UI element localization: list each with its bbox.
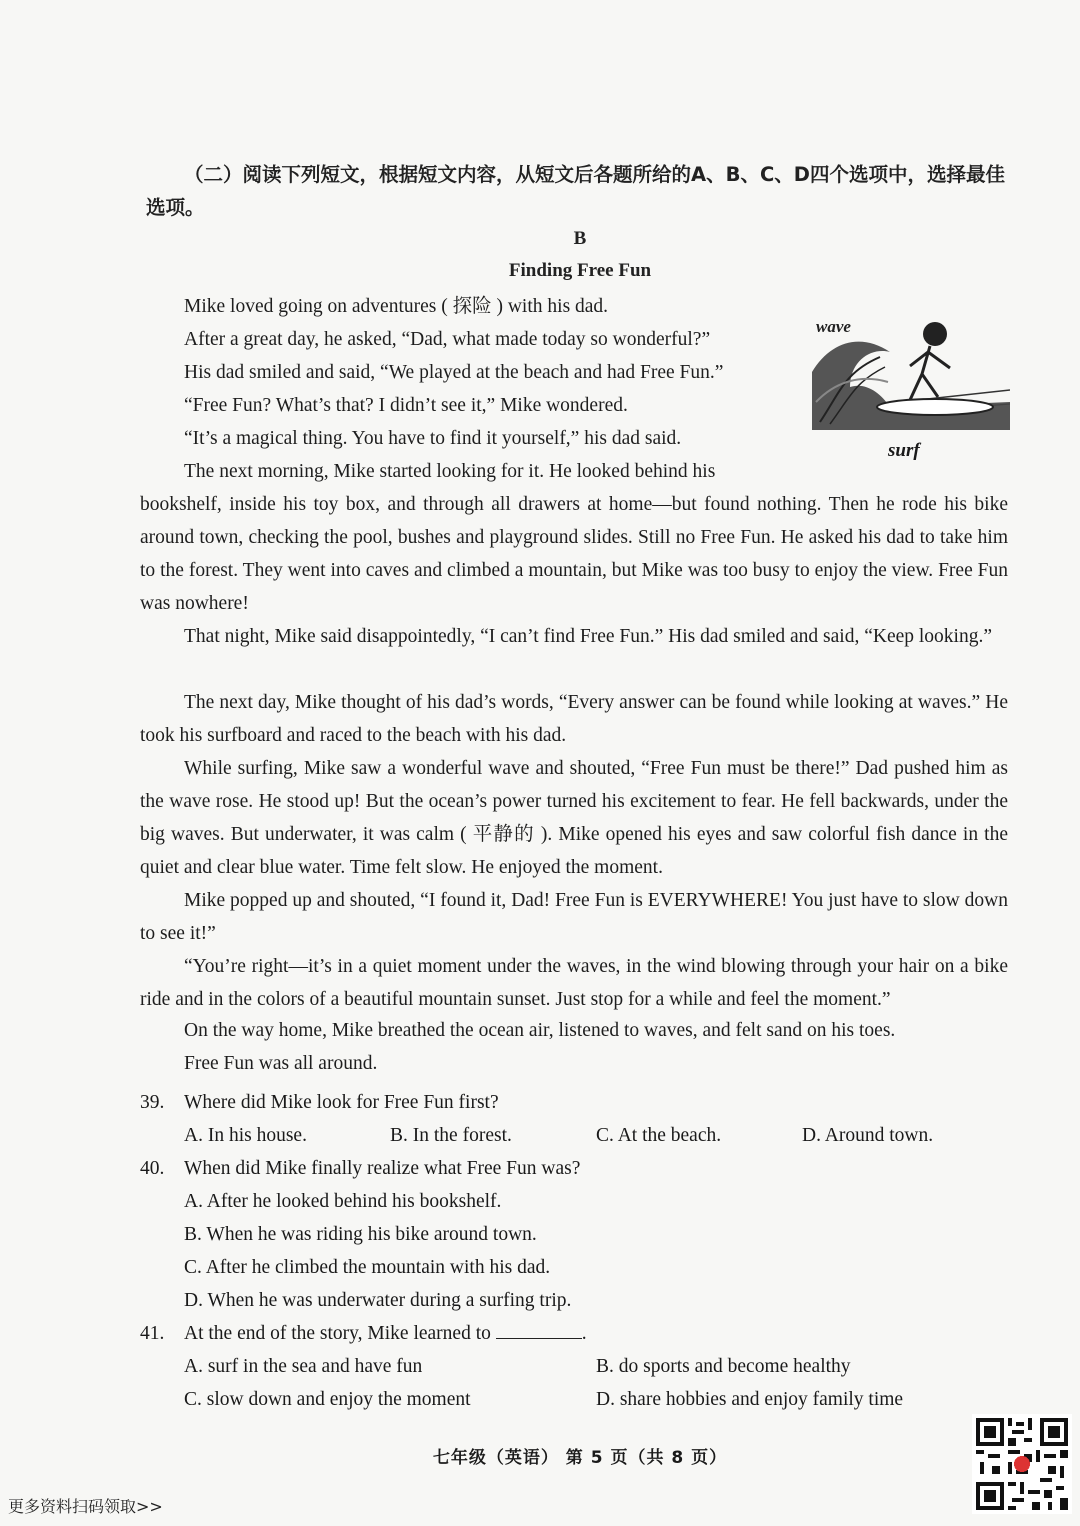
passage-title: Finding Free Fun: [508, 260, 652, 281]
option-39-c[interactable]: C. At the beach.: [596, 1125, 722, 1146]
wave-label: wave: [816, 317, 851, 336]
surf-illustration: [810, 312, 1010, 430]
instructions: （二）阅读下列短文，根据短文内容，从短文后各题所给的A、B、C、D四个选项中，选择最佳选项。: [146, 163, 1005, 219]
passage-p12: On the way home, Mike breathed the ocean air, listened to waves, and felt sand on his toes.: [184, 1020, 896, 1041]
question-number: 41.: [140, 1323, 165, 1344]
option-40-a[interactable]: A. After he looked behind his bookshelf.: [184, 1191, 502, 1212]
section-letter: B: [573, 228, 587, 249]
option-41-d[interactable]: D. share hobbies and enjoy family time: [596, 1389, 904, 1410]
qr-code-icon[interactable]: [972, 1414, 1072, 1514]
passage-p6-start: The next morning, Mike started looking for it. He looked behind his: [184, 461, 716, 482]
option-40-c[interactable]: C. After he climbed the mountain with his dad.: [184, 1257, 551, 1278]
option-39-a[interactable]: A. In his house.: [184, 1125, 307, 1146]
option-41-a[interactable]: A. surf in the sea and have fun: [184, 1356, 423, 1377]
question-text: Where did Mike look for Free Fun first?: [184, 1092, 499, 1113]
passage-line-4: “Free Fun? What’s that? I didn’t see it,” Mike wondered.: [184, 395, 628, 416]
question-text: At the end of the story, Mike learned to .: [184, 1317, 587, 1350]
question-number: 40.: [140, 1158, 165, 1179]
option-41-b[interactable]: B. do sports and become healthy: [596, 1356, 851, 1377]
page-footer: 七年级（英语） 第 5 页（共 8 页）: [432, 1448, 728, 1468]
passage-p9: While surfing, Mike saw a wonderful wave and shouted, “Free Fun must be there!” Dad pushed him as the wave rose. He stood up! But the ocean’s power turned his excitement to fear. He fell backwards, under the big waves. But underwater, it was calm ( 平静的 ). Mike opened his eyes and saw colorful fish dance in the quiet and clear blue water. Time felt slow. He enjoyed the moment.: [140, 758, 1008, 878]
figure-caption: surf: [888, 440, 920, 461]
passage-line-1: Mike loved going on adventures ( 探险 ) with his dad.: [184, 296, 609, 317]
more-resources-link[interactable]: 更多资料扫码领取>>: [8, 1497, 163, 1516]
question-text: When did Mike finally realize what Free Fun was?: [184, 1158, 581, 1179]
option-40-b[interactable]: B. When he was riding his bike around town.: [184, 1224, 537, 1245]
option-39-b[interactable]: B. In the forest.: [390, 1125, 512, 1146]
option-41-c[interactable]: C. slow down and enjoy the moment: [184, 1389, 471, 1410]
passage-line-3: His dad smiled and said, “We played at the beach and had Free Fun.”: [184, 362, 724, 383]
answer-blank[interactable]: [496, 1318, 582, 1339]
passage-line-5: “It’s a magical thing. You have to find it yourself,” his dad said.: [184, 428, 682, 449]
question-number: 39.: [140, 1092, 165, 1113]
passage-p13: Free Fun was all around.: [184, 1053, 378, 1074]
option-40-d[interactable]: D. When he was underwater during a surfing trip.: [184, 1290, 572, 1311]
passage-p6-rest: bookshelf, inside his toy box, and through all drawers at home—but found nothing. Then he rode his bike around town, checking the pool, bushes and playground slides. Still no Free Fun. He asked his dad to take him to the forest. They went into caves and climbed a mountain, but Mike was too busy to enjoy the view. Free Fun was nowhere!: [140, 494, 1008, 614]
passage-p11: “You’re right—it’s in a quiet moment under the waves, in the wind blowing through your hair on a bike ride and in the colors of a beautiful mountain sunset. Just stop for a while and feel the moment.”: [140, 956, 1008, 1010]
passage-p10: Mike popped up and shouted, “I found it, Dad! Free Fun is EVERYWHERE! You just have to slow down to see it!”: [140, 890, 1008, 944]
passage-p7: That night, Mike said disappointedly, “I can’t find Free Fun.” His dad smiled and said, “Keep looking.”: [184, 626, 992, 647]
option-39-d[interactable]: D. Around town.: [802, 1125, 934, 1146]
passage-line-2: After a great day, he asked, “Dad, what made today so wonderful?”: [184, 329, 711, 350]
passage-p8: The next day, Mike thought of his dad’s words, “Every answer can be found while looking at waves.” He took his surfboard and raced to the beach with his dad.: [140, 692, 1008, 746]
